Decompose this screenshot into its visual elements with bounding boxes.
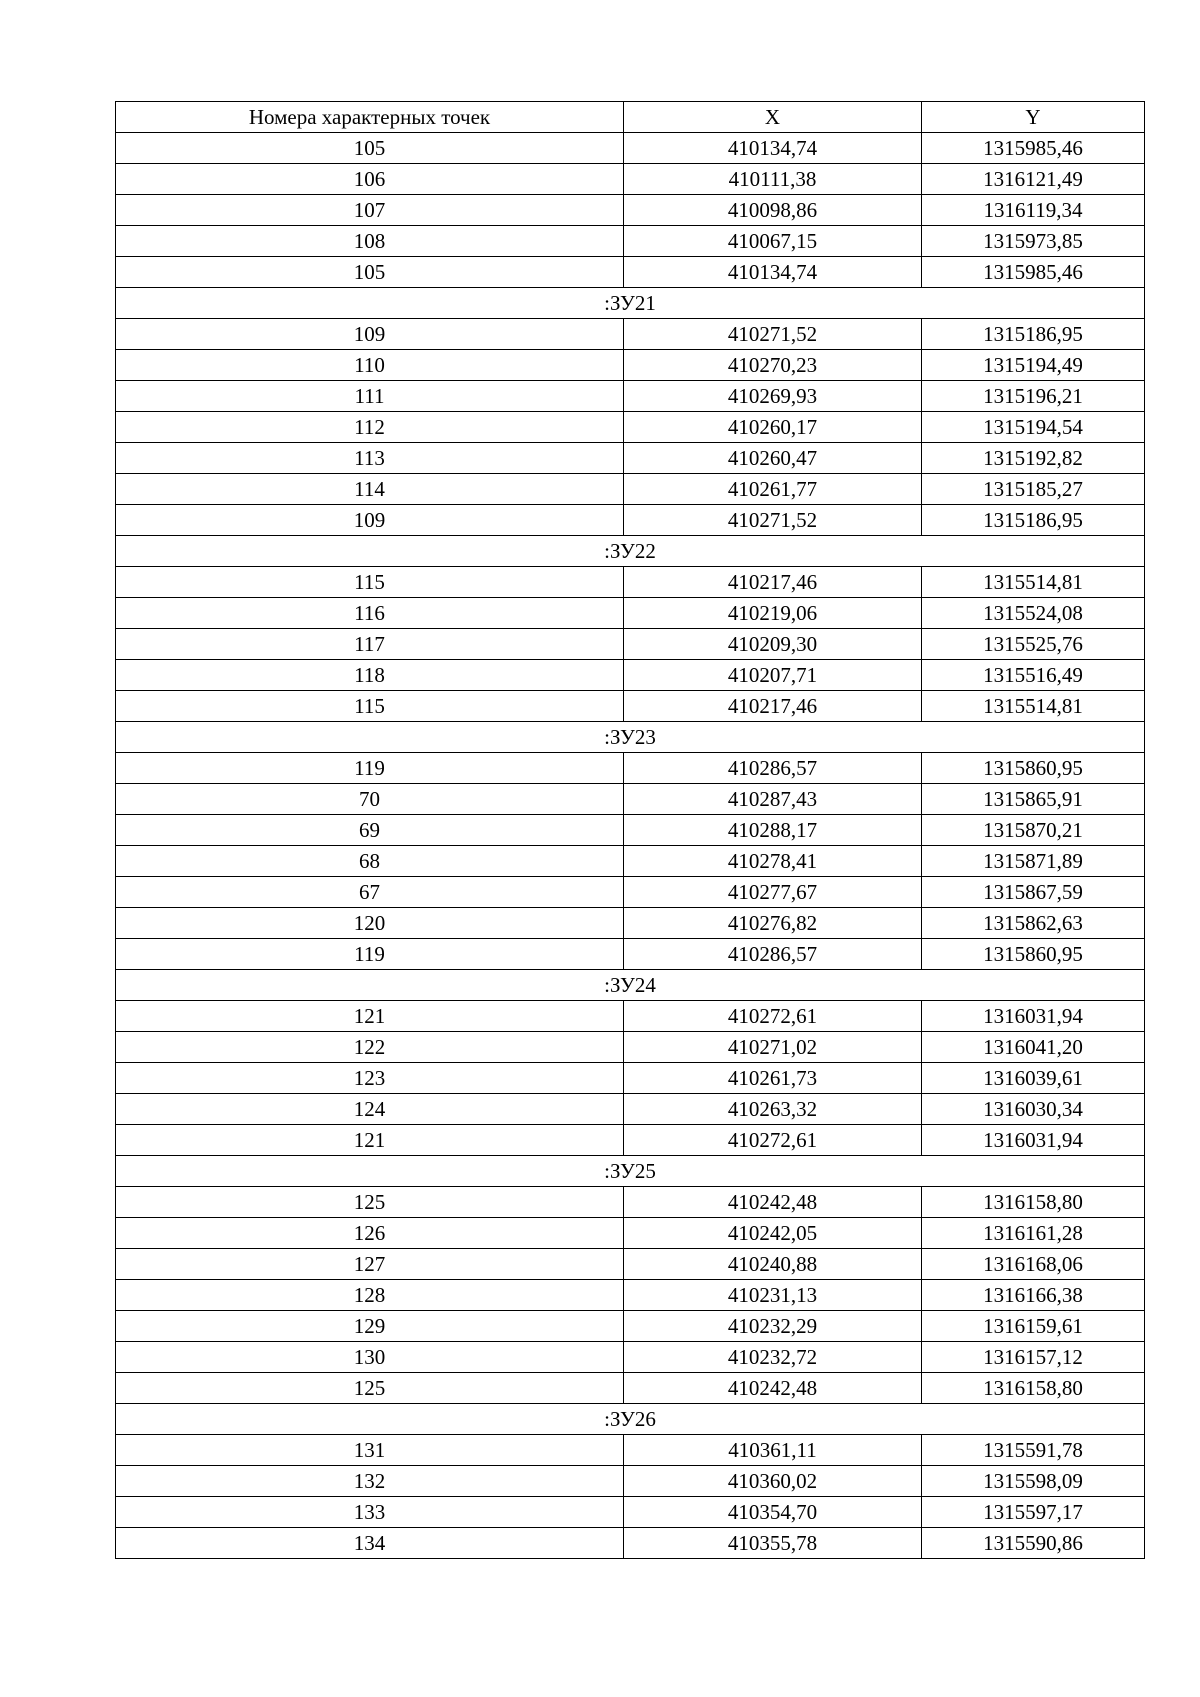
x-coordinate-cell: 410286,57: [624, 753, 922, 784]
y-coordinate-cell: 1315865,91: [922, 784, 1145, 815]
x-coordinate-cell: 410260,17: [624, 412, 922, 443]
y-coordinate-cell: 1316161,28: [922, 1218, 1145, 1249]
x-coordinate-cell: 410354,70: [624, 1497, 922, 1528]
section-label: :ЗУ24: [116, 970, 1145, 1001]
y-coordinate-cell: 1315514,81: [922, 567, 1145, 598]
x-coordinate-cell: 410272,61: [624, 1125, 922, 1156]
y-coordinate-cell: 1316119,34: [922, 195, 1145, 226]
x-coordinate-cell: 410276,82: [624, 908, 922, 939]
point-number-cell: 120: [116, 908, 624, 939]
section-label: :ЗУ22: [116, 536, 1145, 567]
table-row: [116, 1063, 1145, 1094]
point-number-cell: 121: [116, 1001, 624, 1032]
y-coordinate-cell: 1315185,27: [922, 474, 1145, 505]
y-coordinate-cell: 1315597,17: [922, 1497, 1145, 1528]
table-row: [116, 846, 1145, 877]
y-coordinate-cell: 1316031,94: [922, 1001, 1145, 1032]
x-coordinate-cell: 410232,72: [624, 1342, 922, 1373]
section-row: [116, 1156, 1145, 1187]
point-number-cell: 133: [116, 1497, 624, 1528]
y-coordinate-cell: 1316158,80: [922, 1187, 1145, 1218]
y-coordinate-cell: 1316168,06: [922, 1249, 1145, 1280]
table-row: [116, 753, 1145, 784]
x-coordinate-cell: 410277,67: [624, 877, 922, 908]
point-number-cell: 112: [116, 412, 624, 443]
x-coordinate-cell: 410260,47: [624, 443, 922, 474]
point-number-cell: 111: [116, 381, 624, 412]
point-number-cell: 69: [116, 815, 624, 846]
table-row: [116, 164, 1145, 195]
point-number-cell: 115: [116, 567, 624, 598]
point-number-cell: 118: [116, 660, 624, 691]
x-coordinate-cell: 410242,05: [624, 1218, 922, 1249]
x-coordinate-cell: 410271,02: [624, 1032, 922, 1063]
table-row: [116, 505, 1145, 536]
x-coordinate-cell: 410207,71: [624, 660, 922, 691]
point-number-cell: 115: [116, 691, 624, 722]
x-coordinate-cell: 410261,77: [624, 474, 922, 505]
point-number-cell: 67: [116, 877, 624, 908]
table-row: [116, 1001, 1145, 1032]
section-row: [116, 1404, 1145, 1435]
x-coordinate-cell: 410360,02: [624, 1466, 922, 1497]
point-number-cell: 122: [116, 1032, 624, 1063]
section-row: [116, 722, 1145, 753]
point-number-cell: 70: [116, 784, 624, 815]
section-label: :ЗУ23: [116, 722, 1145, 753]
point-number-cell: 134: [116, 1528, 624, 1559]
x-coordinate-cell: 410240,88: [624, 1249, 922, 1280]
point-number-cell: 109: [116, 319, 624, 350]
table-row: [116, 815, 1145, 846]
y-coordinate-cell: 1316121,49: [922, 164, 1145, 195]
point-number-cell: 129: [116, 1311, 624, 1342]
table-row: [116, 381, 1145, 412]
x-coordinate-cell: 410271,52: [624, 505, 922, 536]
table-row: [116, 1311, 1145, 1342]
x-coordinate-cell: 410242,48: [624, 1373, 922, 1404]
point-number-cell: 109: [116, 505, 624, 536]
x-coordinate-cell: 410270,23: [624, 350, 922, 381]
x-coordinate-cell: 410355,78: [624, 1528, 922, 1559]
x-coordinate-cell: 410272,61: [624, 1001, 922, 1032]
y-coordinate-cell: 1316039,61: [922, 1063, 1145, 1094]
table-row: [116, 691, 1145, 722]
table-row: [116, 939, 1145, 970]
x-coordinate-cell: 410217,46: [624, 691, 922, 722]
y-coordinate-cell: 1315524,08: [922, 598, 1145, 629]
point-number-cell: 125: [116, 1373, 624, 1404]
y-coordinate-cell: 1316030,34: [922, 1094, 1145, 1125]
y-coordinate-cell: 1315985,46: [922, 257, 1145, 288]
table-row: [116, 1249, 1145, 1280]
y-coordinate-cell: 1315862,63: [922, 908, 1145, 939]
point-number-cell: 121: [116, 1125, 624, 1156]
point-number-cell: 127: [116, 1249, 624, 1280]
x-coordinate-cell: 410242,48: [624, 1187, 922, 1218]
x-coordinate-cell: 410263,32: [624, 1094, 922, 1125]
table-row: [116, 412, 1145, 443]
table-row: [116, 1342, 1145, 1373]
point-number-cell: 114: [116, 474, 624, 505]
y-coordinate-cell: 1315525,76: [922, 629, 1145, 660]
table-row: [116, 195, 1145, 226]
point-number-cell: 106: [116, 164, 624, 195]
table-row: [116, 1187, 1145, 1218]
x-coordinate-cell: 410288,17: [624, 815, 922, 846]
table-row: [116, 660, 1145, 691]
y-coordinate-cell: 1316031,94: [922, 1125, 1145, 1156]
header-x: X: [624, 102, 922, 133]
table-row: [116, 133, 1145, 164]
table-row: [116, 1435, 1145, 1466]
table-row: [116, 1528, 1145, 1559]
table-row: [116, 1466, 1145, 1497]
table-row: [116, 1094, 1145, 1125]
table-row: [116, 598, 1145, 629]
header-y: Y: [922, 102, 1145, 133]
table-row: [116, 1280, 1145, 1311]
x-coordinate-cell: 410111,38: [624, 164, 922, 195]
x-coordinate-cell: 410232,29: [624, 1311, 922, 1342]
y-coordinate-cell: 1315514,81: [922, 691, 1145, 722]
x-coordinate-cell: 410261,73: [624, 1063, 922, 1094]
table-row: [116, 629, 1145, 660]
table-row: [116, 350, 1145, 381]
y-coordinate-cell: 1315186,95: [922, 319, 1145, 350]
section-label: :ЗУ21: [116, 288, 1145, 319]
x-coordinate-cell: 410134,74: [624, 257, 922, 288]
point-number-cell: 68: [116, 846, 624, 877]
section-row: [116, 288, 1145, 319]
point-number-cell: 132: [116, 1466, 624, 1497]
y-coordinate-cell: 1315194,49: [922, 350, 1145, 381]
table-row: [116, 226, 1145, 257]
section-label: :ЗУ25: [116, 1156, 1145, 1187]
x-coordinate-cell: 410067,15: [624, 226, 922, 257]
table-row: [116, 319, 1145, 350]
point-number-cell: 110: [116, 350, 624, 381]
table-row: [116, 908, 1145, 939]
point-number-cell: 124: [116, 1094, 624, 1125]
section-row: [116, 536, 1145, 567]
x-coordinate-cell: 410098,86: [624, 195, 922, 226]
table-row: [116, 877, 1145, 908]
y-coordinate-cell: 1315186,95: [922, 505, 1145, 536]
y-coordinate-cell: 1315985,46: [922, 133, 1145, 164]
y-coordinate-cell: 1315194,54: [922, 412, 1145, 443]
y-coordinate-cell: 1316158,80: [922, 1373, 1145, 1404]
point-number-cell: 128: [116, 1280, 624, 1311]
table-row: [116, 784, 1145, 815]
x-coordinate-cell: 410278,41: [624, 846, 922, 877]
y-coordinate-cell: 1316166,38: [922, 1280, 1145, 1311]
x-coordinate-cell: 410217,46: [624, 567, 922, 598]
point-number-cell: 119: [116, 939, 624, 970]
x-coordinate-cell: 410361,11: [624, 1435, 922, 1466]
section-row: [116, 970, 1145, 1001]
y-coordinate-cell: 1316159,61: [922, 1311, 1145, 1342]
x-coordinate-cell: 410269,93: [624, 381, 922, 412]
table-row: [116, 443, 1145, 474]
point-number-cell: 119: [116, 753, 624, 784]
y-coordinate-cell: 1315860,95: [922, 939, 1145, 970]
table-header-row: [116, 102, 1145, 133]
point-number-cell: 123: [116, 1063, 624, 1094]
y-coordinate-cell: 1315870,21: [922, 815, 1145, 846]
y-coordinate-cell: 1315860,95: [922, 753, 1145, 784]
table-row: [116, 1218, 1145, 1249]
coordinates-table: [115, 101, 1145, 1559]
point-number-cell: 108: [116, 226, 624, 257]
header-point-number: Номера характерных точек: [116, 102, 624, 133]
section-label: :ЗУ26: [116, 1404, 1145, 1435]
table-row: [116, 1125, 1145, 1156]
y-coordinate-cell: 1315867,59: [922, 877, 1145, 908]
y-coordinate-cell: 1315871,89: [922, 846, 1145, 877]
coordinates-table-body: [116, 102, 1145, 1559]
table-row: [116, 474, 1145, 505]
y-coordinate-cell: 1315590,86: [922, 1528, 1145, 1559]
point-number-cell: 107: [116, 195, 624, 226]
x-coordinate-cell: 410287,43: [624, 784, 922, 815]
point-number-cell: 131: [116, 1435, 624, 1466]
y-coordinate-cell: 1316041,20: [922, 1032, 1145, 1063]
point-number-cell: 105: [116, 133, 624, 164]
x-coordinate-cell: 410286,57: [624, 939, 922, 970]
table-row: [116, 257, 1145, 288]
point-number-cell: 113: [116, 443, 624, 474]
y-coordinate-cell: 1315192,82: [922, 443, 1145, 474]
point-number-cell: 105: [116, 257, 624, 288]
x-coordinate-cell: 410231,13: [624, 1280, 922, 1311]
point-number-cell: 116: [116, 598, 624, 629]
table-row: [116, 1032, 1145, 1063]
y-coordinate-cell: 1316157,12: [922, 1342, 1145, 1373]
y-coordinate-cell: 1315598,09: [922, 1466, 1145, 1497]
x-coordinate-cell: 410219,06: [624, 598, 922, 629]
table-row: [116, 1497, 1145, 1528]
point-number-cell: 126: [116, 1218, 624, 1249]
y-coordinate-cell: 1315516,49: [922, 660, 1145, 691]
y-coordinate-cell: 1315591,78: [922, 1435, 1145, 1466]
x-coordinate-cell: 410209,30: [624, 629, 922, 660]
y-coordinate-cell: 1315196,21: [922, 381, 1145, 412]
table-row: [116, 567, 1145, 598]
x-coordinate-cell: 410271,52: [624, 319, 922, 350]
point-number-cell: 117: [116, 629, 624, 660]
y-coordinate-cell: 1315973,85: [922, 226, 1145, 257]
x-coordinate-cell: 410134,74: [624, 133, 922, 164]
table-row: [116, 1373, 1145, 1404]
point-number-cell: 130: [116, 1342, 624, 1373]
point-number-cell: 125: [116, 1187, 624, 1218]
